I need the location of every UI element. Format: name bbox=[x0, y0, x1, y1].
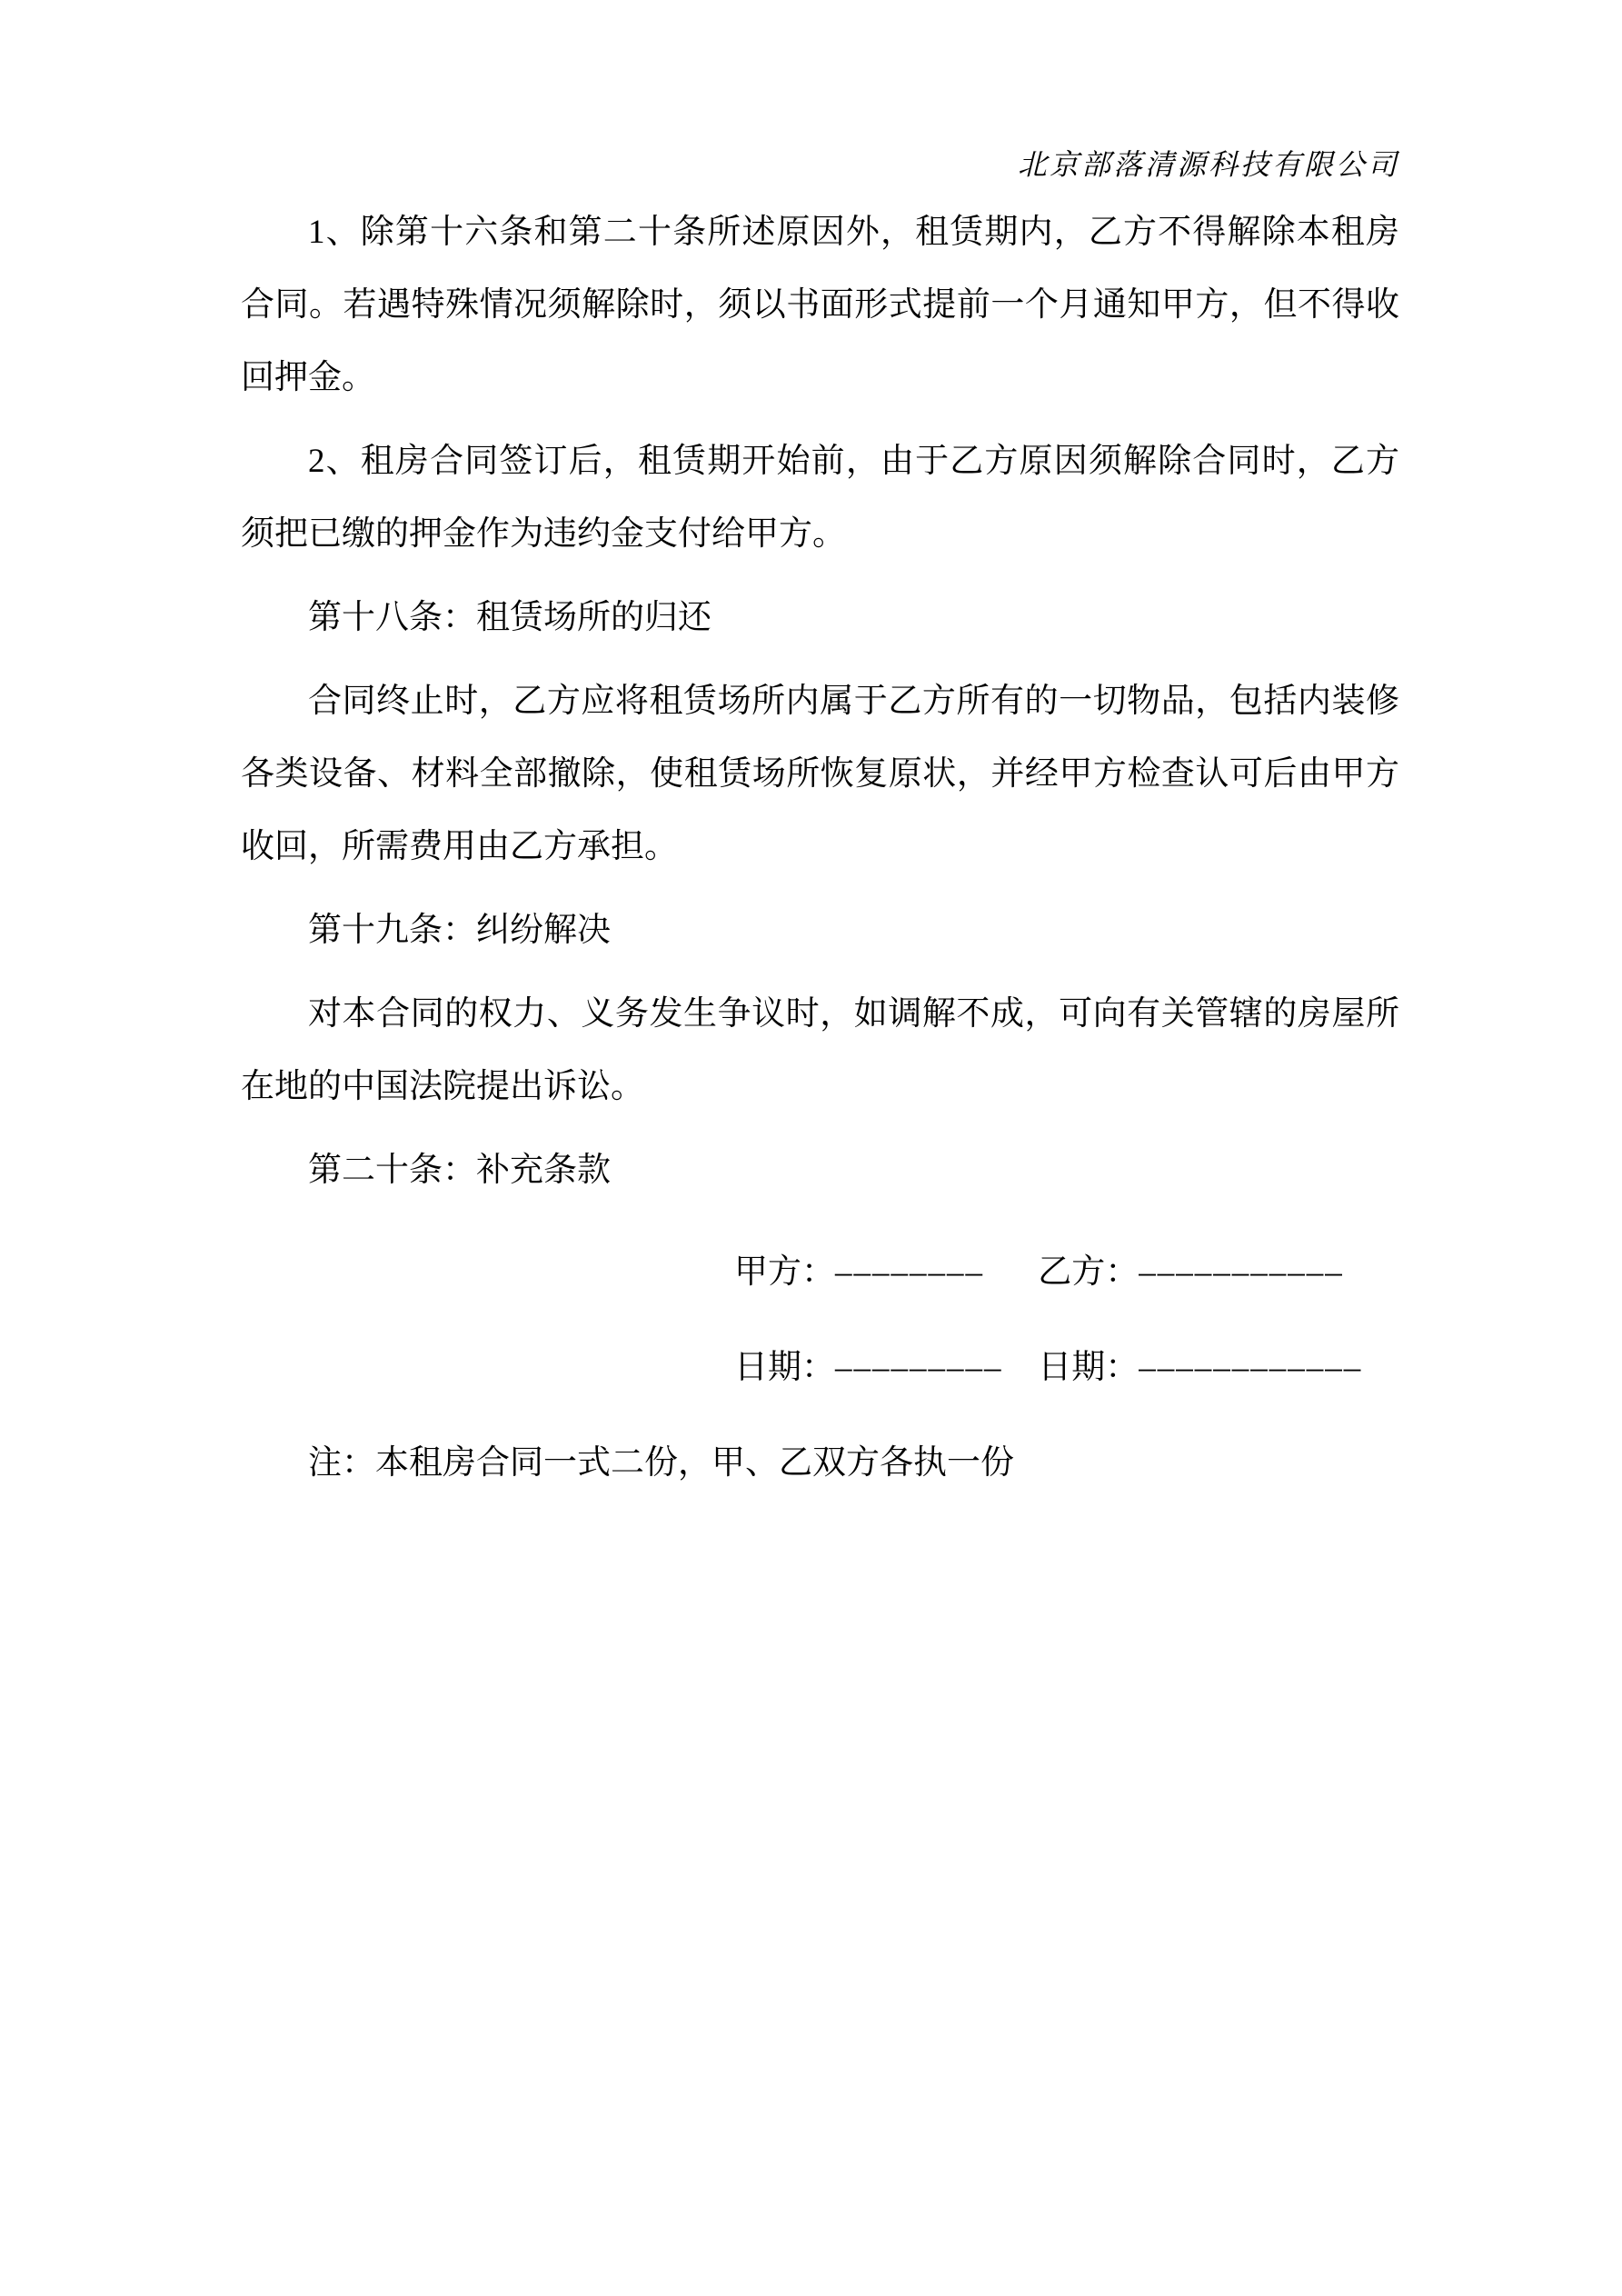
date-a-field bbox=[734, 1332, 1030, 1404]
clause19-body-paragraph: 对本合同的权力、义务发生争议时，如调解不成，可向有关管辖的房屋所在地的中国法院提出诉讼。 bbox=[241, 995, 1399, 1105]
signature-row-parties bbox=[734, 1236, 1399, 1309]
party-b-field bbox=[1038, 1253, 1344, 1291]
clause20-heading: 第二十条：补充条款 bbox=[308, 1152, 611, 1189]
clause17-item1-paragraph: 1、除第十六条和第二十条所述原因外，租赁期内，乙方不得解除本租房合同。若遇特殊情况须解除时，须以书面形式提前一个月通知甲方，但不得收回押金。 bbox=[241, 214, 1399, 396]
copies-note: 注：本租房合同一式二份，甲、乙双方各执一份 bbox=[308, 1444, 1014, 1482]
party-b-label: 乙方： bbox=[1038, 1253, 1139, 1291]
company-header bbox=[241, 144, 1399, 185]
contract-body bbox=[241, 196, 1399, 1500]
date-b-field bbox=[1038, 1349, 1362, 1386]
date-a-label: 日期： bbox=[734, 1349, 835, 1386]
date-b-label: 日期： bbox=[1038, 1349, 1139, 1386]
party-b-signature-line: ––––––––––– bbox=[1139, 1253, 1344, 1291]
clause18-heading: 第十八条：租赁场所的归还 bbox=[308, 599, 711, 636]
clause18-body-paragraph: 合同终止时，乙方应将租赁场所内属于乙方所有的一切物品，包括内装修各类设备、材料全部撤除，使租赁场所恢复原状，并经甲方检查认可后由甲方收回，所需费用由乙方承担。 bbox=[241, 683, 1399, 865]
date-a-line: ––––––––– bbox=[835, 1349, 1003, 1386]
party-a-field bbox=[734, 1236, 1030, 1309]
clause19-heading: 第十九条：纠纷解决 bbox=[308, 912, 611, 949]
signature-row-dates bbox=[734, 1332, 1399, 1404]
company-name: 北京部落清源科技有限公司 bbox=[1017, 148, 1399, 181]
date-b-line: –––––––––––– bbox=[1139, 1349, 1363, 1386]
party-a-label: 甲方： bbox=[734, 1253, 835, 1291]
party-a-signature-line: –––––––– bbox=[835, 1253, 984, 1291]
clause17-item2-paragraph: 2、租房合同签订后，租赁期开始前，由于乙方原因须解除合同时，乙方须把已缴的押金作为违约金支付给甲方。 bbox=[241, 443, 1399, 553]
